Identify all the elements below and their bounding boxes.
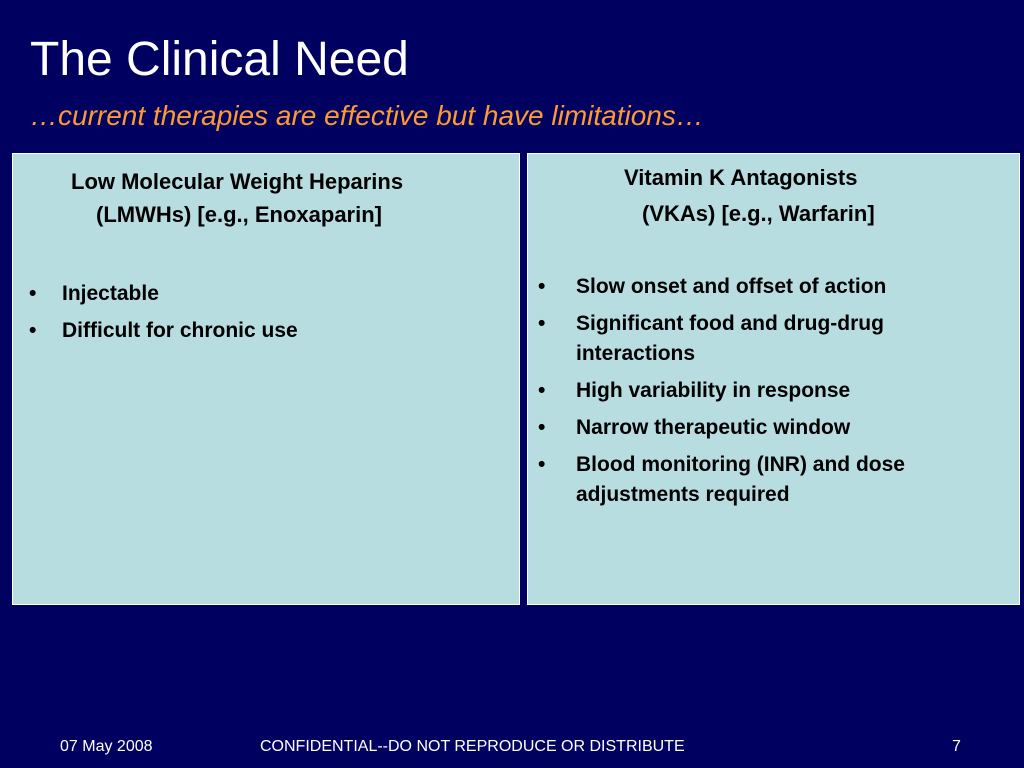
- list-item: [538, 376, 998, 406]
- vka-bullet-list: [538, 272, 998, 517]
- footer-date: 07 May 2008: [60, 738, 153, 755]
- vka-panel: [527, 153, 1020, 605]
- list-item: [29, 279, 499, 309]
- bullet-icon: •: [538, 379, 546, 402]
- lmwh-panel: [12, 153, 520, 605]
- vka-item-text: Slow onset and offset of action: [576, 275, 887, 298]
- lmwh-heading-line1: Low Molecular Weight Heparins: [71, 169, 404, 194]
- vka-heading-line1: Vitamin K Antagonists: [624, 165, 858, 190]
- bullet-icon: •: [538, 312, 546, 335]
- bullet-icon: •: [29, 319, 37, 342]
- lmwh-item-text: Injectable: [62, 282, 159, 305]
- footer-confidential-notice: CONFIDENTIAL--DO NOT REPRODUCE OR DISTRIBUTE: [260, 738, 685, 755]
- page-number: 7: [952, 738, 961, 755]
- lmwh-item-text: Difficult for chronic use: [62, 319, 298, 342]
- lmwh-heading-line2: (LMWHs) [e.g., Enoxaparin]: [96, 202, 382, 227]
- list-item: [29, 316, 499, 346]
- vka-item-text: High variability in response: [576, 379, 851, 402]
- vka-item-text: Significant food and drug-drug interactions: [576, 312, 884, 365]
- list-item: [538, 309, 998, 369]
- vka-heading-line2: (VKAs) [e.g., Warfarin]: [642, 201, 875, 226]
- slide-subtitle: …current therapies are effective but have limitations…: [30, 100, 704, 131]
- bullet-icon: •: [29, 282, 37, 305]
- list-item: [538, 450, 998, 510]
- bullet-icon: •: [538, 453, 546, 476]
- bullet-icon: •: [538, 275, 546, 298]
- slide-title: The Clinical Need: [30, 33, 409, 86]
- bullet-icon: •: [538, 416, 546, 439]
- vka-item-text: Blood monitoring (INR) and dose adjustments required: [576, 453, 905, 506]
- list-item: [538, 272, 998, 302]
- vka-item-text: Narrow therapeutic window: [576, 416, 851, 439]
- lmwh-bullet-list: [29, 279, 499, 353]
- list-item: [538, 413, 998, 443]
